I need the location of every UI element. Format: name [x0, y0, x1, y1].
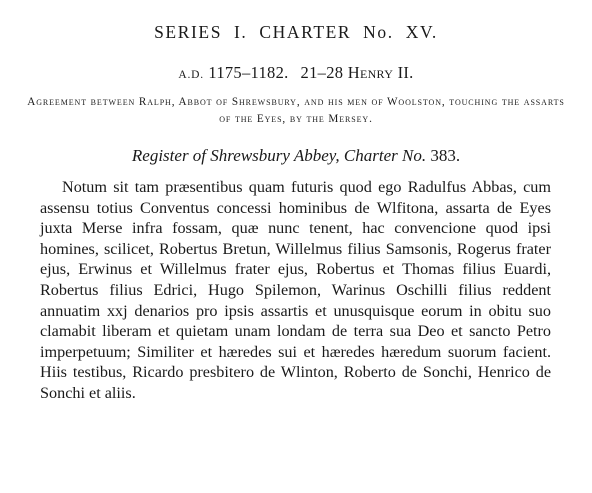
- anno-domini-label: A.D.: [178, 69, 204, 81]
- source-title: Register of Shrewsbury Abbey, Charter No.: [131, 146, 427, 165]
- regnal-years: 21–28: [300, 63, 344, 82]
- charter-latin-text: Notum sit tam præsentibus quam futuris quod ego Radulfus Abbas, cum assensu totius Conventus concessi hominibus de Wlfitona, assarta de Eyes juxta Merse infra fossam, quæ nunc tenent, hac convencione quod ipsi homines, scilicet, Robertus Bretun, Willelmus filius Samsonis, Rogerus frater ejus, Erwinus et Willelmus frater ejus, Robertus et Thomas filius Euardi, Robertus filius Edrici, Hugo Spilemon, Warinus Oschilli filius reddent annuatim xxj denarios pro ipsis assartis et unusquisque eorum in obitu suo clamabit liberam et quietam unam londam de terra sua Deo et sancto Petro imperpetuum; Similiter et hæredes sui et hæredes hæredum suorum facient. Hiis testibus, Ricardo presbitero de Wlinton, Roberto de Sonchi, Henrico de Sonchi et aliis.: [40, 178, 551, 402]
- king-name: Henry II.: [347, 63, 414, 82]
- date-line: [0, 63, 592, 83]
- date-years: 1175–1182.: [208, 63, 289, 82]
- source-number: 383.: [430, 146, 461, 165]
- series-charter-heading: SERIES I. CHARTER No. XV.: [154, 22, 438, 42]
- source-reference: [0, 146, 592, 166]
- charter-summary: Agreement between Ralph, Abbot of Shrewsbury, and his men of Woolston, touching the assarts of the Eyes, by the Mersey.: [27, 96, 565, 125]
